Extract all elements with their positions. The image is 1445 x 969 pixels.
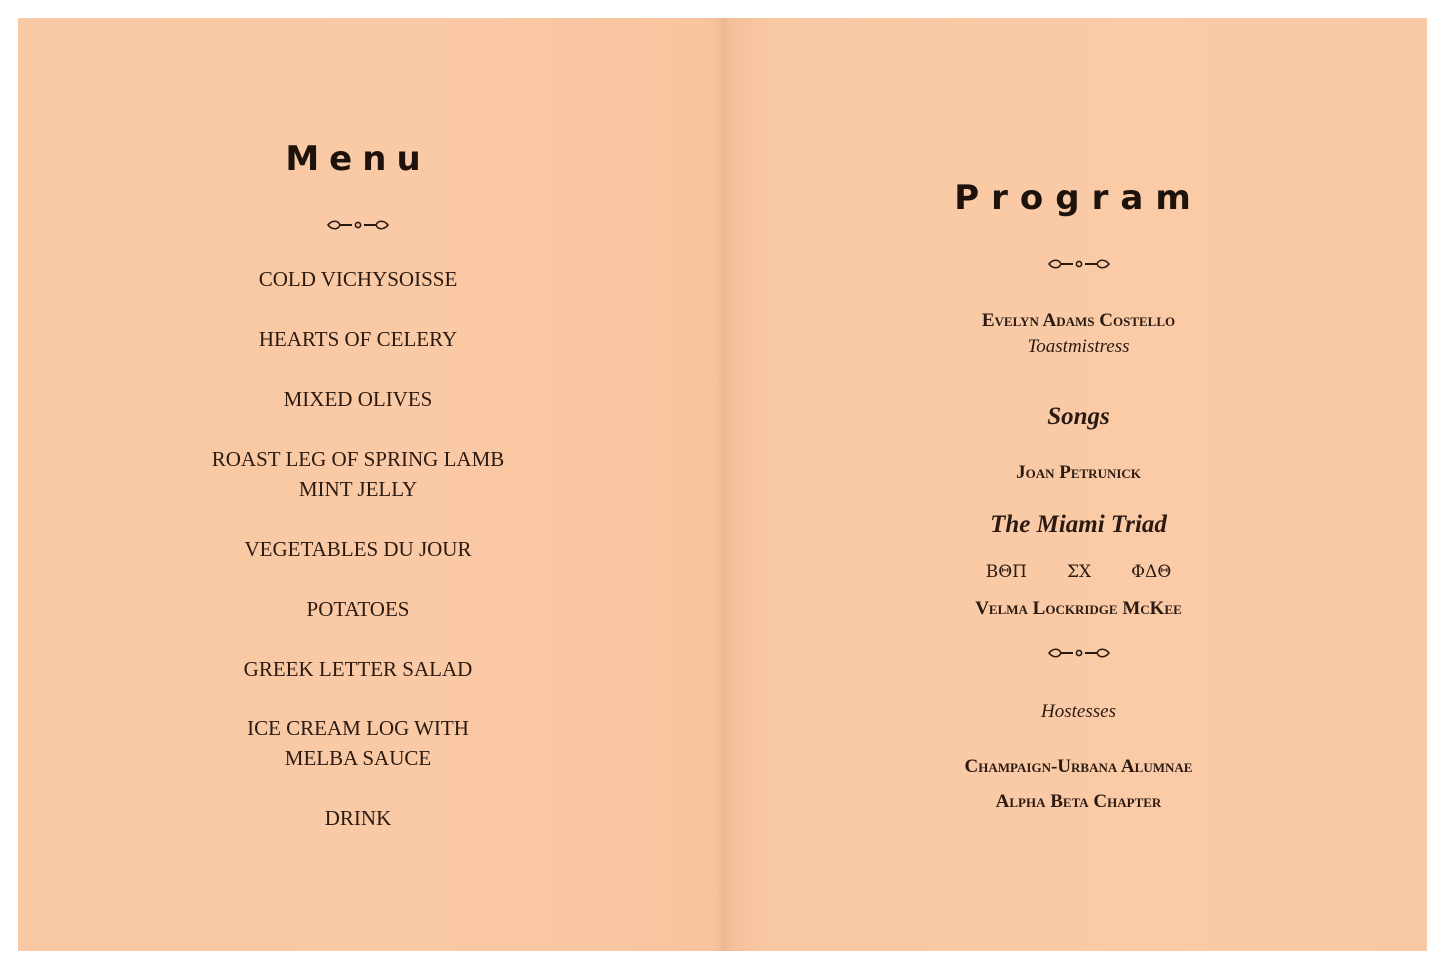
hostesses-heading: Hostesses [1041,701,1116,722]
hostess-group-alumnae: Champaign-Urbana Alumnae [964,756,1193,777]
menu-item-line: MINT JELLY [298,477,418,501]
greek-letters-phi-delta-theta: ΦΔΘ [1131,562,1172,582]
menu-item-potatoes [18,594,698,624]
program-title: Program [954,178,1203,218]
program-ornament-2-icon [1047,646,1111,660]
menu-item-line: COLD VICHYSOISSE [258,267,458,291]
songs-performer: Joan Petrunick [1016,462,1141,483]
menu-item-line: POTATOES [306,597,410,621]
menu-item-celery [18,324,698,354]
menu-item-olives [18,384,698,414]
menu-item-vegetables [18,534,698,564]
hostess-group-chapter: Alpha Beta Chapter [995,791,1162,812]
menu-item-salad [18,654,698,684]
menu-item-ice-cream [18,713,698,773]
menu-item-lamb [18,444,698,504]
triad-heading: The Miami Triad [990,511,1167,538]
menu-item-drink [18,803,698,833]
triad-speaker: Velma Lockridge McKee [975,598,1182,619]
songs-heading: Songs [1047,403,1110,430]
menu-item-line: MELBA SAUCE [284,746,432,770]
menu-item-line: GREEK LETTER SALAD [243,657,473,681]
menu-item-line: VEGETABLES DU JOUR [244,537,472,561]
menu-item-line: ROAST LEG OF SPRING LAMB [211,447,505,471]
center-fold [716,18,730,951]
menu-item-line: ICE CREAM LOG WITH [247,716,469,740]
greek-letters-row [730,562,1427,582]
menu-item-vichysoisse [18,264,698,294]
program-ornament-icon [1047,257,1111,271]
greek-letters-beta-theta-pi: ΒΘΠ [985,562,1027,582]
toastmistress-name: Evelyn Adams Costello [981,310,1176,331]
menu-title: Menu [285,139,431,179]
menu-ornament-icon [326,218,390,232]
toastmistress-role: Toastmistress [1027,336,1130,357]
menu-item-line: DRINK [324,806,392,830]
program-sheet [18,18,1427,951]
program-panel [730,18,1427,951]
menu-item-line: HEARTS OF CELERY [258,327,458,351]
menu-panel [18,18,698,951]
menu-item-line: MIXED OLIVES [283,387,433,411]
greek-letters-sigma-chi: ΣΧ [1066,562,1092,582]
